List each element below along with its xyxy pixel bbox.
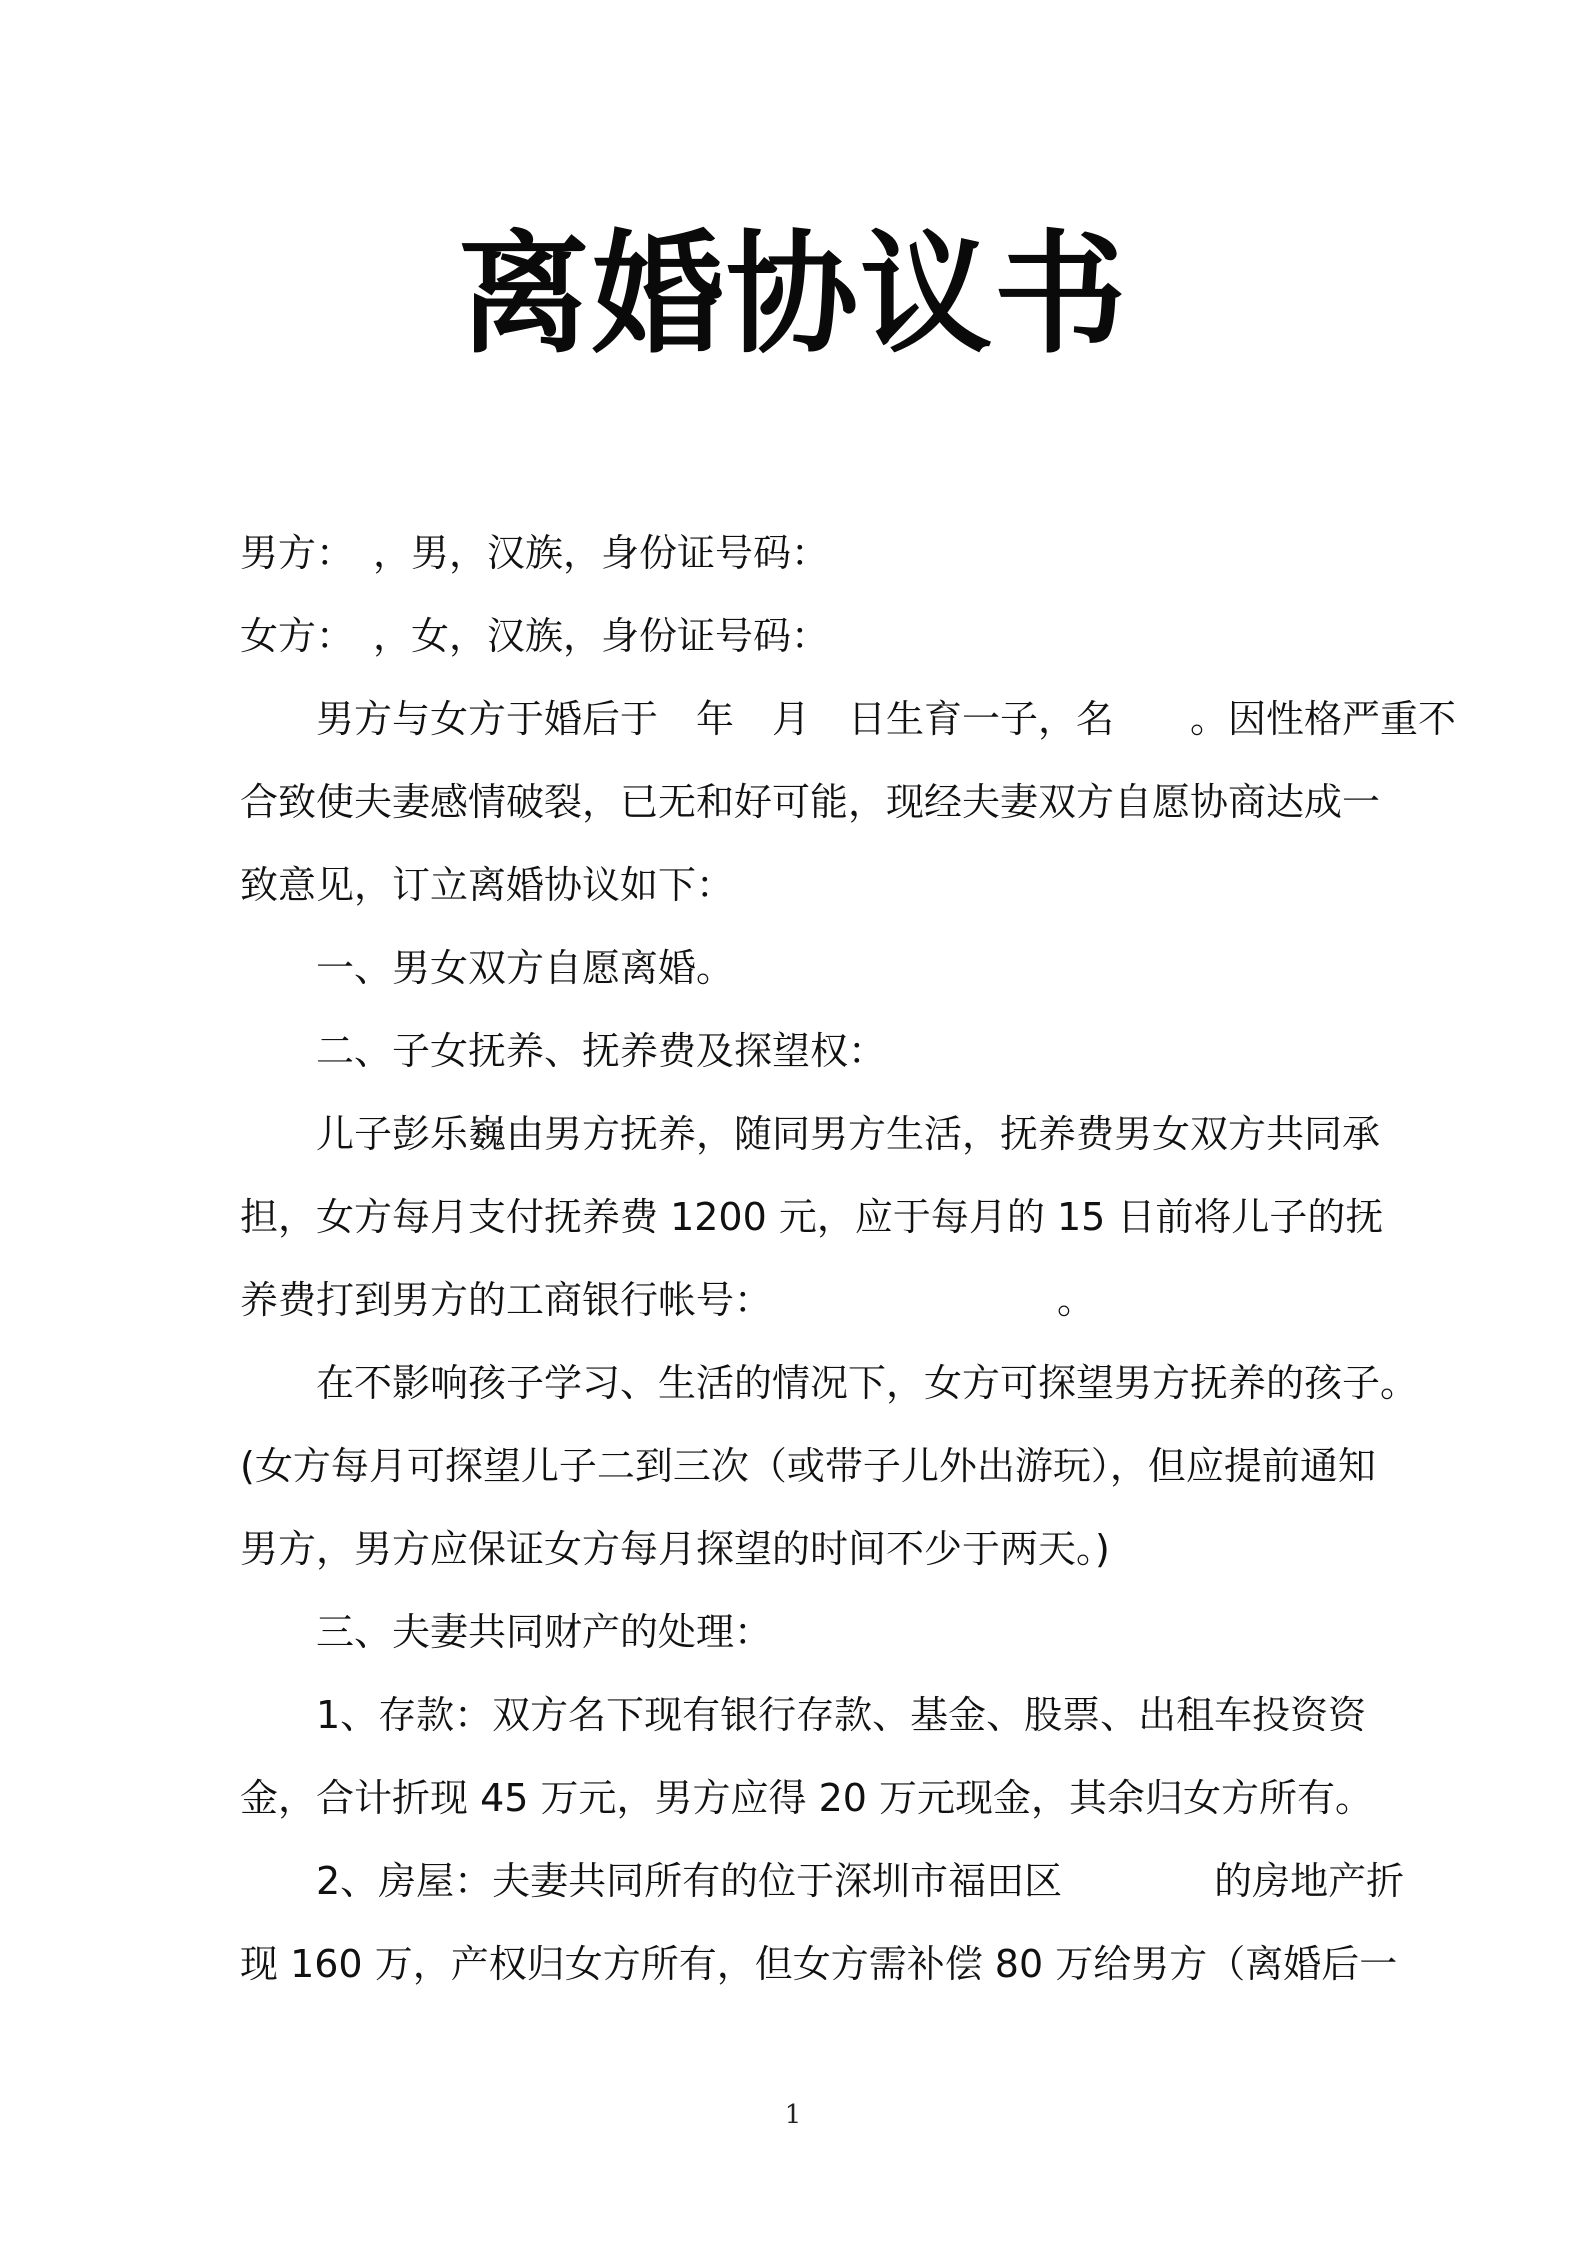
section-heading-2: 二、子女抚养、抚养费及探望权： <box>316 1029 887 1073</box>
party-female-line: 女方： ，女，汉族，身份证号码： <box>240 614 830 658</box>
paragraph-line: 致意见，订立离婚协议如下： <box>240 863 735 907</box>
paragraph-line: 在不影响孩子学习、生活的情况下，女方可探望男方抚养的孩子。 <box>316 1361 1419 1405</box>
document-title: 离婚协议书 <box>458 218 1128 372</box>
paragraph-line: 儿子彭乐巍由男方抚养，随同男方生活，抚养费男女双方共同承 <box>316 1112 1381 1156</box>
document-body <box>240 512 1457 2006</box>
paragraph-line: 担，女方每月支付抚养费 1200 元，应于每月的 15 日前将儿子的抚 <box>240 1195 1384 1239</box>
paragraph-line: 金，合计折现 45 万元，男方应得 20 万元现金，其余归女方所有。 <box>240 1776 1374 1820</box>
paragraph-line: 男方与女方于婚后于 年 月 日生育一子，名 。因性格严重不 <box>316 697 1457 741</box>
paragraph-line: 现 160 万，产权归女方所有，但女方需补偿 80 万给男方（离婚后一 <box>240 1942 1398 1986</box>
paragraph-line: 合致使夫妻感情破裂，已无和好可能，现经夫妻双方自愿协商达成一 <box>240 780 1381 824</box>
section-heading-3: 三、夫妻共同财产的处理： <box>316 1610 773 1654</box>
paragraph-line: (女方每月可探望儿子二到三次（或带子儿外出游玩），但应提前通知 <box>240 1444 1376 1488</box>
section-heading-1: 一、男女双方自愿离婚。 <box>316 946 735 990</box>
page-number: 1 <box>784 2100 802 2130</box>
paragraph-line: 男方，男方应保证女方每月探望的时间不少于两天。) <box>240 1527 1110 1571</box>
paragraph-line: 2、房屋：夫妻共同所有的位于深圳市福田区 的房地产折 <box>316 1859 1405 1903</box>
party-male-line: 男方： ，男，汉族，身份证号码： <box>240 531 830 575</box>
paragraph-line: 养费打到男方的工商银行帐号： 。 <box>240 1278 1096 1322</box>
paragraph-line: 1、存款：双方名下现有银行存款、基金、股票、出租车投资资 <box>316 1693 1367 1737</box>
